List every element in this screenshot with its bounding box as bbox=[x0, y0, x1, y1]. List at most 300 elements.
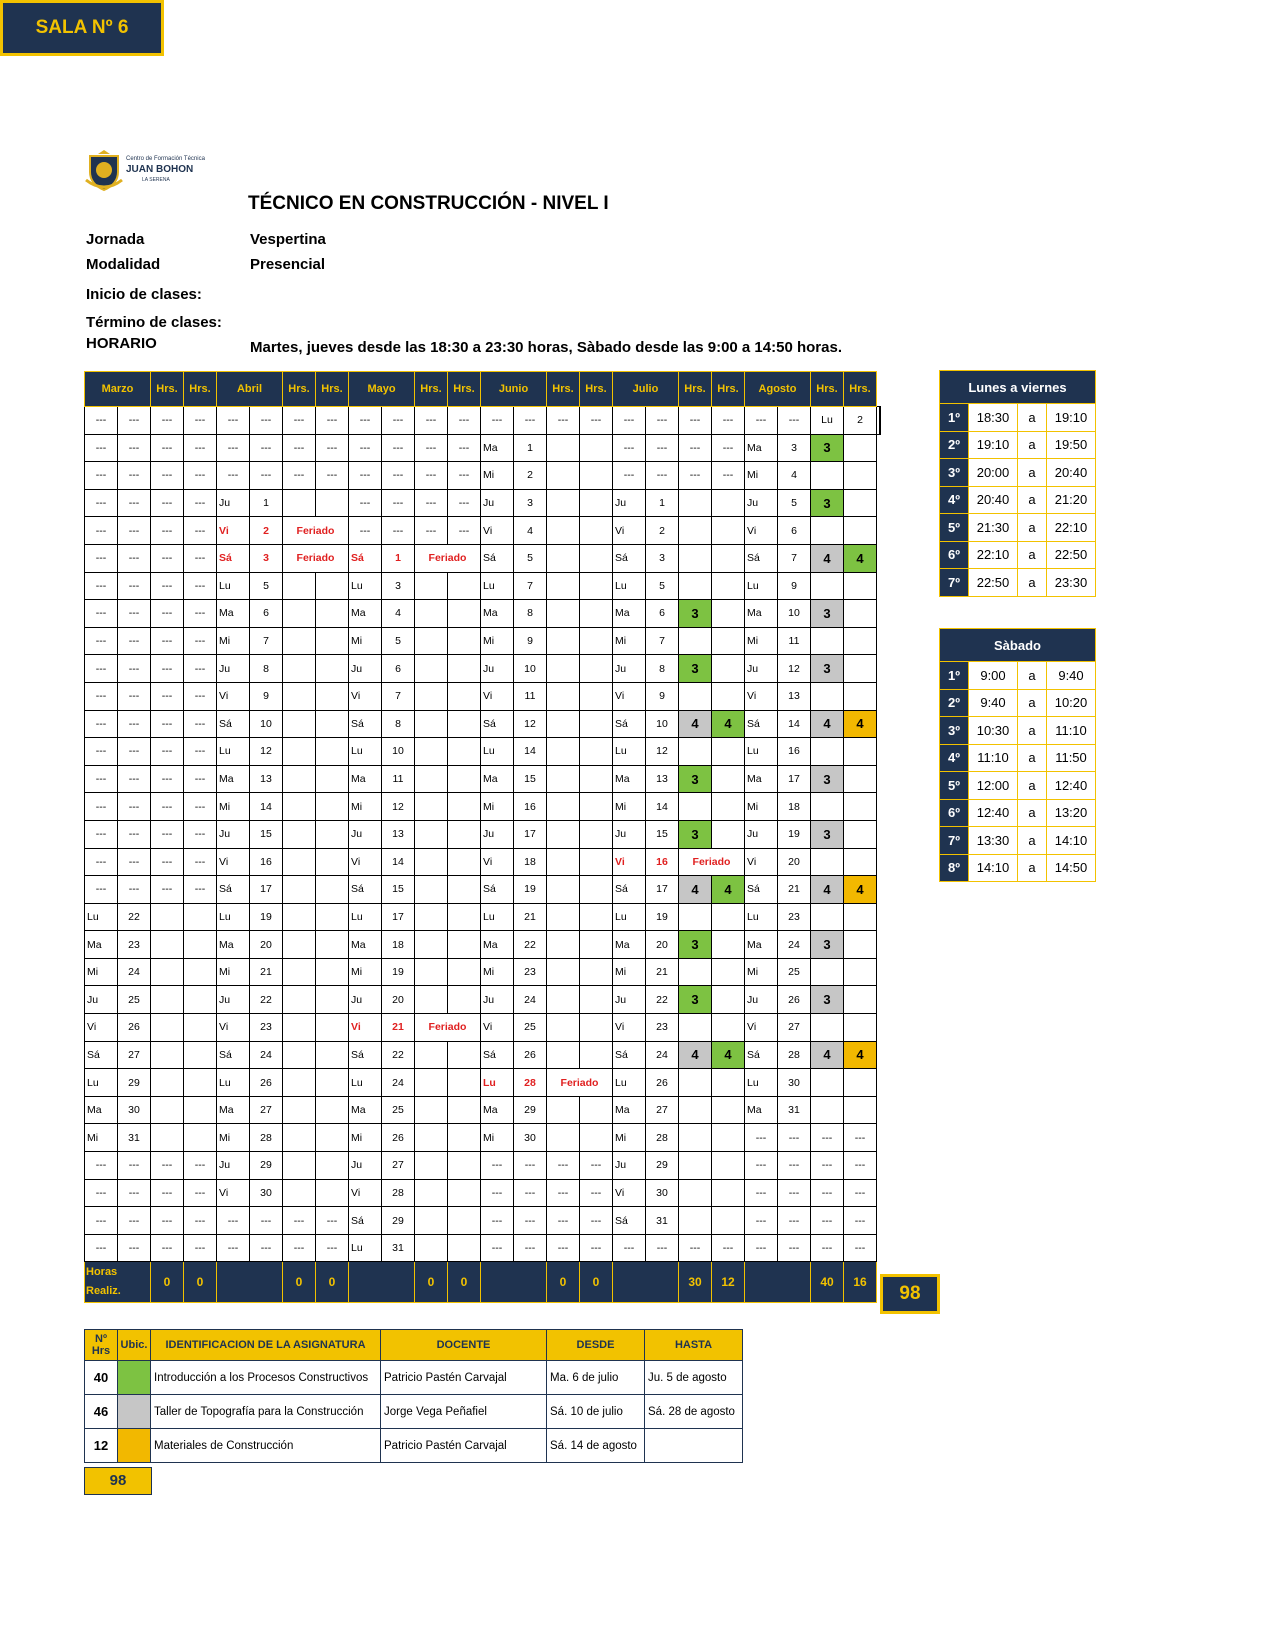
period-end: 22:50 bbox=[1047, 541, 1096, 569]
calendar-cell bbox=[448, 1124, 481, 1152]
month-total-hours: 0 bbox=[316, 1262, 349, 1303]
date-cell: 25 bbox=[778, 958, 811, 986]
weekday-cell: Lu bbox=[481, 738, 514, 766]
calendar-cell: --- bbox=[745, 1234, 778, 1262]
calendar-cell bbox=[712, 931, 745, 959]
calendar-cell bbox=[283, 1014, 316, 1042]
calendar-cell: 1 bbox=[382, 544, 415, 572]
weekday-cell: Mi bbox=[481, 958, 514, 986]
calendar-cell: --- bbox=[382, 407, 415, 435]
calendar-cell bbox=[547, 793, 580, 821]
date-cell: 22 bbox=[118, 903, 151, 931]
weekday-cell: Sá bbox=[217, 876, 250, 904]
weekday-cell: Vi bbox=[349, 1179, 382, 1207]
date-cell: 24 bbox=[646, 1041, 679, 1069]
calendar-row bbox=[85, 1124, 881, 1152]
calendar-cell bbox=[679, 1069, 712, 1097]
calendar-cell bbox=[580, 682, 613, 710]
date-cell: 14 bbox=[778, 710, 811, 738]
calendar-cell bbox=[844, 434, 877, 462]
date-cell: 3 bbox=[778, 434, 811, 462]
holiday-label: Feriado bbox=[547, 1069, 613, 1097]
calendar-cell: --- bbox=[811, 1179, 844, 1207]
calendar-cell bbox=[811, 848, 844, 876]
hours-cell-gray: 3 bbox=[811, 986, 844, 1014]
calendar-cell: --- bbox=[184, 407, 217, 435]
calendar-cell bbox=[283, 820, 316, 848]
calendar-cell: --- bbox=[85, 876, 118, 904]
weekday-cell: Sá bbox=[613, 1207, 646, 1235]
period-end: 9:40 bbox=[1047, 662, 1096, 690]
date-cell: 5 bbox=[514, 544, 547, 572]
calendar-table bbox=[84, 371, 881, 1303]
calendar-cell bbox=[580, 627, 613, 655]
hrs-header: Hrs. bbox=[811, 372, 844, 407]
weekday-cell: Ju bbox=[481, 489, 514, 517]
period-end: 14:10 bbox=[1047, 827, 1096, 855]
jornada-value: Vespertina bbox=[250, 231, 326, 248]
period-row bbox=[940, 569, 1096, 597]
calendar-cell: --- bbox=[85, 655, 118, 683]
weekday-cell: Ma bbox=[481, 600, 514, 628]
calendar-cell bbox=[184, 1124, 217, 1152]
period-row bbox=[940, 689, 1096, 717]
calendar-cell: --- bbox=[580, 1234, 613, 1262]
weekday-cell: Mi bbox=[85, 1124, 118, 1152]
calendar-cell: --- bbox=[448, 489, 481, 517]
calendar-cell: --- bbox=[316, 434, 349, 462]
hours-cell-green: 3 bbox=[679, 986, 712, 1014]
hrs-header: Hrs. bbox=[712, 372, 745, 407]
calendar-cell bbox=[316, 876, 349, 904]
calendar-cell: --- bbox=[85, 738, 118, 766]
weekday-cell: Vi bbox=[745, 682, 778, 710]
date-cell: 17 bbox=[514, 820, 547, 848]
calendar-cell bbox=[415, 931, 448, 959]
calendar-cell: --- bbox=[118, 820, 151, 848]
calendar-cell bbox=[547, 710, 580, 738]
calendar-cell bbox=[547, 931, 580, 959]
date-cell: 30 bbox=[118, 1096, 151, 1124]
date-cell: 9 bbox=[778, 572, 811, 600]
month-total-hours: 0 bbox=[547, 1262, 580, 1303]
calendar-cell bbox=[547, 1124, 580, 1152]
calendar-cell: --- bbox=[85, 765, 118, 793]
calendar-cell bbox=[679, 1207, 712, 1235]
realizadas-label: Realiz. bbox=[86, 1285, 121, 1298]
calendar-cell bbox=[448, 1041, 481, 1069]
calendar-cell bbox=[580, 462, 613, 490]
calendar-cell bbox=[151, 1096, 184, 1124]
weekday-cell: Ma bbox=[613, 765, 646, 793]
calendar-row bbox=[85, 1069, 881, 1097]
legend-color-swatch bbox=[118, 1395, 151, 1429]
calendar-cell bbox=[316, 1014, 349, 1042]
calendar-cell bbox=[283, 1124, 316, 1152]
date-cell: 17 bbox=[382, 903, 415, 931]
date-cell: 5 bbox=[646, 572, 679, 600]
weekday-cell: Lu bbox=[745, 1069, 778, 1097]
date-cell: 12 bbox=[646, 738, 679, 766]
weekday-cell: Lu bbox=[613, 903, 646, 931]
month-header-julio: Julio bbox=[613, 372, 679, 407]
date-cell: 30 bbox=[646, 1179, 679, 1207]
calendar-cell: --- bbox=[745, 1207, 778, 1235]
weekday-cell: Ma bbox=[349, 600, 382, 628]
calendar-cell bbox=[679, 958, 712, 986]
period-start: 19:10 bbox=[969, 431, 1018, 459]
weekday-cell: Sá bbox=[745, 544, 778, 572]
holiday-label: Feriado bbox=[283, 544, 349, 572]
date-cell: 19 bbox=[778, 820, 811, 848]
calendar-cell bbox=[415, 986, 448, 1014]
calendar-cell: --- bbox=[184, 462, 217, 490]
month-total-hours: 0 bbox=[283, 1262, 316, 1303]
calendar-cell bbox=[448, 1069, 481, 1097]
weekday-cell: Ma bbox=[745, 765, 778, 793]
calendar-cell bbox=[580, 517, 613, 545]
weekday-cell: Ma bbox=[217, 1096, 250, 1124]
weekday-cell: Sá bbox=[217, 1041, 250, 1069]
calendar-cell bbox=[283, 710, 316, 738]
date-cell: 30 bbox=[778, 1069, 811, 1097]
hrs-header: Hrs. bbox=[547, 372, 580, 407]
hours-cell-gray: 3 bbox=[811, 600, 844, 628]
logo-line-2: JUAN BOHON bbox=[126, 164, 194, 175]
legend-subject: Taller de Topografía para la Construcción bbox=[151, 1395, 381, 1429]
calendar-cell bbox=[679, 1152, 712, 1180]
period-separator: a bbox=[1018, 514, 1047, 542]
calendar-cell: --- bbox=[85, 407, 118, 435]
legend-from: Sá. 14 de agosto bbox=[547, 1429, 645, 1463]
date-cell: 12 bbox=[382, 793, 415, 821]
calendar-cell bbox=[580, 1014, 613, 1042]
calendar-cell bbox=[283, 1041, 316, 1069]
calendar-cell: --- bbox=[85, 600, 118, 628]
shield-crest-icon bbox=[84, 150, 124, 192]
weekday-cell: Ma bbox=[217, 765, 250, 793]
date-cell: 29 bbox=[514, 1096, 547, 1124]
calendar-cell bbox=[844, 820, 877, 848]
date-cell: 8 bbox=[250, 655, 283, 683]
holiday-label: Feriado bbox=[283, 517, 349, 545]
calendar-cell bbox=[844, 627, 877, 655]
weekday-cell: Mi bbox=[217, 958, 250, 986]
calendar-cell: --- bbox=[118, 1234, 151, 1262]
date-cell: 1 bbox=[646, 489, 679, 517]
date-cell: 14 bbox=[646, 793, 679, 821]
date-cell: 24 bbox=[382, 1069, 415, 1097]
calendar-cell bbox=[415, 848, 448, 876]
period-number: 1º bbox=[940, 404, 969, 432]
calendar-cell: --- bbox=[118, 682, 151, 710]
date-cell: 25 bbox=[382, 1096, 415, 1124]
calendar-row bbox=[85, 710, 881, 738]
weekday-cell: Sá bbox=[613, 544, 646, 572]
calendar-cell bbox=[712, 793, 745, 821]
period-start: 13:30 bbox=[969, 827, 1018, 855]
calendar-row bbox=[85, 738, 881, 766]
calendar-cell bbox=[184, 958, 217, 986]
calendar-cell: --- bbox=[184, 434, 217, 462]
weekday-cell: Mi bbox=[613, 793, 646, 821]
legend-from: Sá. 10 de julio bbox=[547, 1395, 645, 1429]
calendar-cell bbox=[547, 903, 580, 931]
calendar-cell bbox=[316, 738, 349, 766]
totals-spacer bbox=[349, 1262, 415, 1303]
calendar-cell bbox=[712, 820, 745, 848]
date-cell: 15 bbox=[250, 820, 283, 848]
legend-header: DOCENTE bbox=[381, 1330, 547, 1361]
calendar-cell bbox=[415, 1179, 448, 1207]
calendar-cell: --- bbox=[646, 1234, 679, 1262]
legend-header: Nº Hrs bbox=[85, 1330, 118, 1361]
calendar-cell bbox=[844, 1069, 877, 1097]
calendar-cell bbox=[547, 682, 580, 710]
calendar-cell bbox=[316, 1041, 349, 1069]
calendar-cell: --- bbox=[184, 655, 217, 683]
calendar-cell bbox=[316, 820, 349, 848]
calendar-cell: --- bbox=[85, 1207, 118, 1235]
calendar-cell: --- bbox=[85, 517, 118, 545]
calendar-cell bbox=[547, 462, 580, 490]
hrs-header: Hrs. bbox=[151, 372, 184, 407]
calendar-cell bbox=[811, 627, 844, 655]
calendar-cell: --- bbox=[283, 434, 316, 462]
period-number: 3º bbox=[940, 459, 969, 487]
calendar-cell bbox=[283, 1096, 316, 1124]
calendar-cell bbox=[448, 1179, 481, 1207]
calendar-cell bbox=[712, 986, 745, 1014]
calendar-cell: --- bbox=[811, 1152, 844, 1180]
calendar-cell bbox=[547, 1096, 580, 1124]
date-cell: 12 bbox=[778, 655, 811, 683]
calendar-cell: --- bbox=[217, 434, 250, 462]
date-cell: 21 bbox=[646, 958, 679, 986]
period-separator: a bbox=[1018, 854, 1047, 882]
weekday-cell: Sá bbox=[217, 710, 250, 738]
weekday-cell: Ma bbox=[349, 1096, 382, 1124]
calendar-cell: --- bbox=[844, 1152, 877, 1180]
period-number: 5º bbox=[940, 514, 969, 542]
period-number: 4º bbox=[940, 744, 969, 772]
calendar-cell bbox=[283, 627, 316, 655]
calendar-cell: --- bbox=[118, 848, 151, 876]
date-cell bbox=[880, 407, 881, 435]
calendar-cell bbox=[712, 903, 745, 931]
date-cell: 11 bbox=[382, 765, 415, 793]
calendar-cell bbox=[151, 1124, 184, 1152]
calendar-cell bbox=[316, 958, 349, 986]
period-separator: a bbox=[1018, 486, 1047, 514]
calendar-cell bbox=[679, 627, 712, 655]
calendar-cell bbox=[283, 931, 316, 959]
weekday-cell: Ju bbox=[85, 986, 118, 1014]
weekday-cell: Ma bbox=[85, 1096, 118, 1124]
date-cell: 9 bbox=[514, 627, 547, 655]
calendar-cell: --- bbox=[613, 407, 646, 435]
hours-cell-green: 3 bbox=[679, 600, 712, 628]
weekday-cell: Vi bbox=[217, 1179, 250, 1207]
weekday-cell: Vi bbox=[217, 848, 250, 876]
calendar-cell bbox=[811, 1014, 844, 1042]
calendar-row bbox=[85, 765, 881, 793]
calendar-cell bbox=[712, 655, 745, 683]
calendar-cell bbox=[580, 986, 613, 1014]
calendar-cell bbox=[316, 600, 349, 628]
calendar-row bbox=[85, 986, 881, 1014]
legend-color-swatch bbox=[118, 1429, 151, 1463]
calendar-cell bbox=[712, 1179, 745, 1207]
calendar-cell: --- bbox=[217, 462, 250, 490]
calendar-cell bbox=[580, 1124, 613, 1152]
calendar-cell bbox=[283, 848, 316, 876]
calendar-cell: --- bbox=[118, 572, 151, 600]
calendar-cell bbox=[811, 1069, 844, 1097]
weekday-cell: Vi bbox=[349, 848, 382, 876]
calendar-cell bbox=[283, 738, 316, 766]
calendar-cell: --- bbox=[481, 1234, 514, 1262]
calendar-cell: --- bbox=[151, 462, 184, 490]
calendar-cell bbox=[316, 710, 349, 738]
calendar-cell bbox=[415, 682, 448, 710]
period-separator: a bbox=[1018, 744, 1047, 772]
period-end: 20:40 bbox=[1047, 459, 1096, 487]
weekday-cell: Ma bbox=[745, 1096, 778, 1124]
calendar-cell: --- bbox=[151, 820, 184, 848]
calendar-cell: --- bbox=[151, 544, 184, 572]
saturday-schedule-title: Sàbado bbox=[940, 629, 1096, 662]
weekday-cell: Sá bbox=[613, 710, 646, 738]
hours-cell-gray: 4 bbox=[679, 876, 712, 904]
calendar-cell bbox=[547, 517, 580, 545]
weekday-cell: Mi bbox=[217, 793, 250, 821]
calendar-cell: --- bbox=[349, 434, 382, 462]
weekday-cell: Mi bbox=[349, 793, 382, 821]
calendar-cell: --- bbox=[349, 489, 382, 517]
weekday-cell: Mi bbox=[217, 627, 250, 655]
calendar-cell: --- bbox=[745, 1124, 778, 1152]
period-row bbox=[940, 717, 1096, 745]
calendar-cell: --- bbox=[448, 462, 481, 490]
calendar-cell: --- bbox=[184, 765, 217, 793]
date-cell: 24 bbox=[250, 1041, 283, 1069]
weekday-cell: Sá bbox=[613, 1041, 646, 1069]
calendar-cell bbox=[712, 1124, 745, 1152]
date-cell: 3 bbox=[514, 489, 547, 517]
calendar-cell: --- bbox=[778, 1179, 811, 1207]
calendar-cell bbox=[151, 1041, 184, 1069]
weekday-cell: Lu bbox=[217, 903, 250, 931]
hours-cell-green: 4 bbox=[712, 710, 745, 738]
date-cell: 16 bbox=[514, 793, 547, 821]
calendar-cell: --- bbox=[745, 1179, 778, 1207]
date-cell: 21 bbox=[250, 958, 283, 986]
subjects-legend-table bbox=[84, 1329, 743, 1463]
period-end: 11:10 bbox=[1047, 717, 1096, 745]
calendar-cell bbox=[844, 655, 877, 683]
calendar-row bbox=[85, 1014, 881, 1042]
calendar-cell bbox=[811, 572, 844, 600]
calendar-row bbox=[85, 848, 881, 876]
calendar-cell: --- bbox=[85, 489, 118, 517]
weekday-cell: Sá bbox=[745, 710, 778, 738]
weekday-cell: Ju bbox=[745, 986, 778, 1014]
date-cell: 24 bbox=[118, 958, 151, 986]
calendar-cell: --- bbox=[613, 434, 646, 462]
calendar-cell bbox=[283, 600, 316, 628]
calendar-cell: --- bbox=[151, 876, 184, 904]
calendar-cell: --- bbox=[580, 1152, 613, 1180]
calendar-cell bbox=[580, 600, 613, 628]
weekday-cell: Ju bbox=[217, 489, 250, 517]
period-number: 2º bbox=[940, 689, 969, 717]
calendar-cell: --- bbox=[118, 793, 151, 821]
calendar-cell bbox=[547, 820, 580, 848]
calendar-cell bbox=[283, 655, 316, 683]
date-cell: 28 bbox=[382, 1179, 415, 1207]
calendar-cell bbox=[844, 1096, 877, 1124]
date-cell: 6 bbox=[778, 517, 811, 545]
legend-header-row bbox=[85, 1330, 743, 1361]
period-separator: a bbox=[1018, 827, 1047, 855]
period-separator: a bbox=[1018, 772, 1047, 800]
calendar-cell bbox=[151, 1014, 184, 1042]
calendar-cell bbox=[184, 986, 217, 1014]
hours-cell-gray: 4 bbox=[811, 1041, 844, 1069]
calendar-cell: --- bbox=[118, 517, 151, 545]
calendar-cell bbox=[580, 738, 613, 766]
weekday-cell: Sá bbox=[481, 876, 514, 904]
weekday-cell: Vi bbox=[85, 1014, 118, 1042]
horas-label: Horas bbox=[86, 1266, 118, 1279]
calendar-cell bbox=[712, 600, 745, 628]
calendar-cell bbox=[844, 517, 877, 545]
calendar-header-row bbox=[85, 372, 881, 407]
weekday-cell: Vi bbox=[217, 1014, 250, 1042]
date-cell: 29 bbox=[118, 1069, 151, 1097]
calendar-cell: --- bbox=[679, 434, 712, 462]
date-cell: 22 bbox=[514, 931, 547, 959]
date-cell: 30 bbox=[250, 1179, 283, 1207]
legend-header: IDENTIFICACION DE LA ASIGNATURA bbox=[151, 1330, 381, 1361]
period-row bbox=[940, 827, 1096, 855]
calendar-cell: Lu bbox=[481, 1069, 514, 1097]
calendar-cell: Vi bbox=[613, 848, 646, 876]
weekday-cell: Ma bbox=[745, 434, 778, 462]
calendar-cell bbox=[844, 738, 877, 766]
horas-realizadas-label bbox=[85, 1262, 151, 1303]
calendar-cell bbox=[712, 627, 745, 655]
calendar-cell bbox=[580, 820, 613, 848]
period-end: 19:50 bbox=[1047, 431, 1096, 459]
calendar-cell: --- bbox=[151, 710, 184, 738]
date-cell: 28 bbox=[646, 1124, 679, 1152]
period-start: 22:10 bbox=[969, 541, 1018, 569]
calendar-row bbox=[85, 544, 881, 572]
calendar-cell bbox=[580, 544, 613, 572]
calendar-cell: --- bbox=[151, 655, 184, 683]
date-cell: 2 bbox=[514, 462, 547, 490]
calendar-cell: --- bbox=[415, 462, 448, 490]
calendar-cell: --- bbox=[547, 1179, 580, 1207]
weekday-cell: Ju bbox=[745, 489, 778, 517]
period-separator: a bbox=[1018, 541, 1047, 569]
calendar-cell bbox=[712, 1207, 745, 1235]
calendar-cell: --- bbox=[547, 407, 580, 435]
calendar-cell: --- bbox=[85, 710, 118, 738]
date-cell: 22 bbox=[250, 986, 283, 1014]
